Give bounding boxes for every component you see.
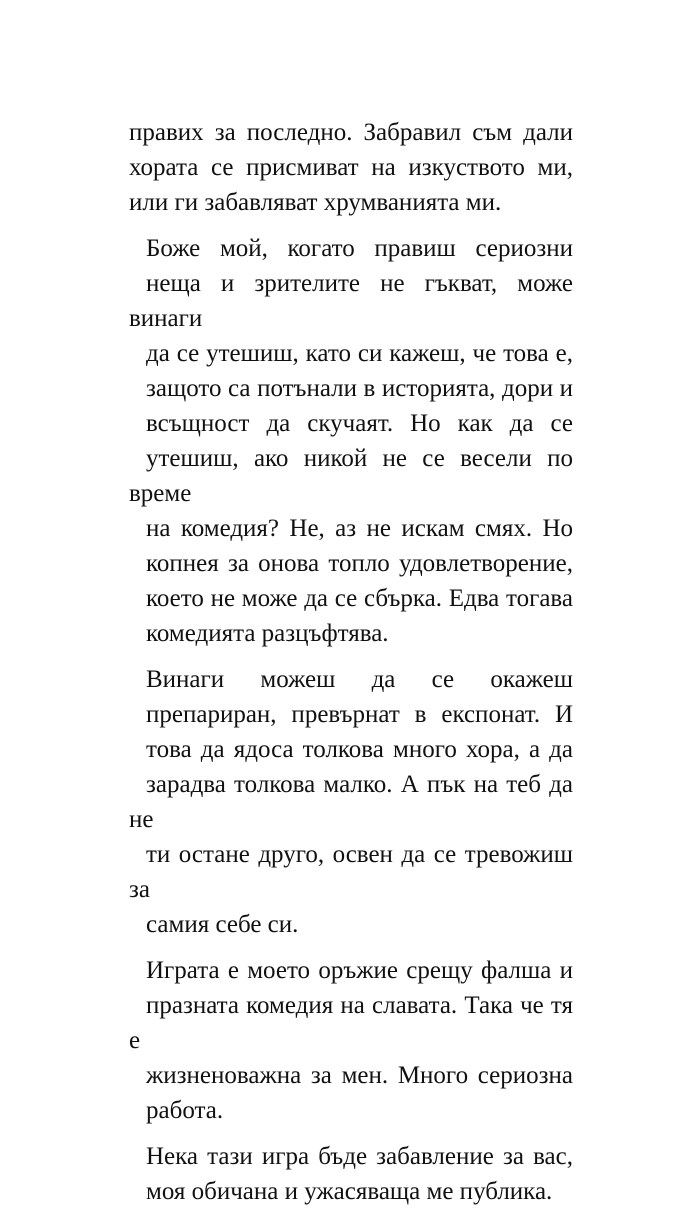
text-line: моя обичана и ужасяваща ме публика. xyxy=(146,1178,553,1205)
book-page xyxy=(129,115,573,1220)
text-line: неща и зрителите не гъкват, може винаги xyxy=(129,270,573,332)
text-line: да се утешиш, като си кажеш, че това е, xyxy=(146,340,573,367)
text-line: Боже мой, когато правиш сериозни xyxy=(146,235,573,262)
paragraph-2 xyxy=(129,231,573,651)
text-line: на комедия? Не, аз не искам смях. Но xyxy=(146,515,573,542)
paragraph-5 xyxy=(129,1139,573,1209)
text-line: утешиш, ако никой не се весели по време xyxy=(129,445,573,507)
text-line: или ги забавляват хрумванията ми. xyxy=(129,189,502,216)
paragraph-1 xyxy=(129,115,573,220)
text-line: правих за последно. Забравил съм дали xyxy=(129,119,573,146)
text-line: работа. xyxy=(146,1097,224,1124)
text-line: всъщност да скучаят. Но как да се xyxy=(146,410,573,437)
paragraph-3 xyxy=(129,662,573,942)
text-line: което не може да се сбърка. Едва тогава xyxy=(146,585,573,612)
text-line: защото са потънали в историята, дори и xyxy=(146,375,573,402)
text-line: Играта е моето оръжие срещу фалша и xyxy=(146,957,573,984)
text-line: празната комедия на славата. Така че тя е xyxy=(129,992,573,1054)
text-line: зарадва толкова малко. А пък на теб да не xyxy=(129,771,573,833)
text-line: копнея за онова топло удовлетворение, xyxy=(146,550,573,577)
text-line: това да ядоса толкова много хора, а да xyxy=(146,736,573,763)
text-line: Винаги можеш да се окажеш xyxy=(146,666,573,693)
text-line: самия себе си. xyxy=(146,911,299,938)
text-line: хората се присмиват на изкуството ми, xyxy=(129,154,573,181)
text-line: жизненоважна за мен. Много сериозна xyxy=(146,1062,573,1089)
text-line: Нека тази игра бъде забавление за вас, xyxy=(146,1143,573,1170)
text-line: комедията разцъфтява. xyxy=(146,620,389,647)
text-line: препариран, превърнат в експонат. И xyxy=(146,701,573,728)
text-line: ти остане друго, освен да се тревожиш за xyxy=(129,841,573,903)
paragraph-4 xyxy=(129,953,573,1128)
